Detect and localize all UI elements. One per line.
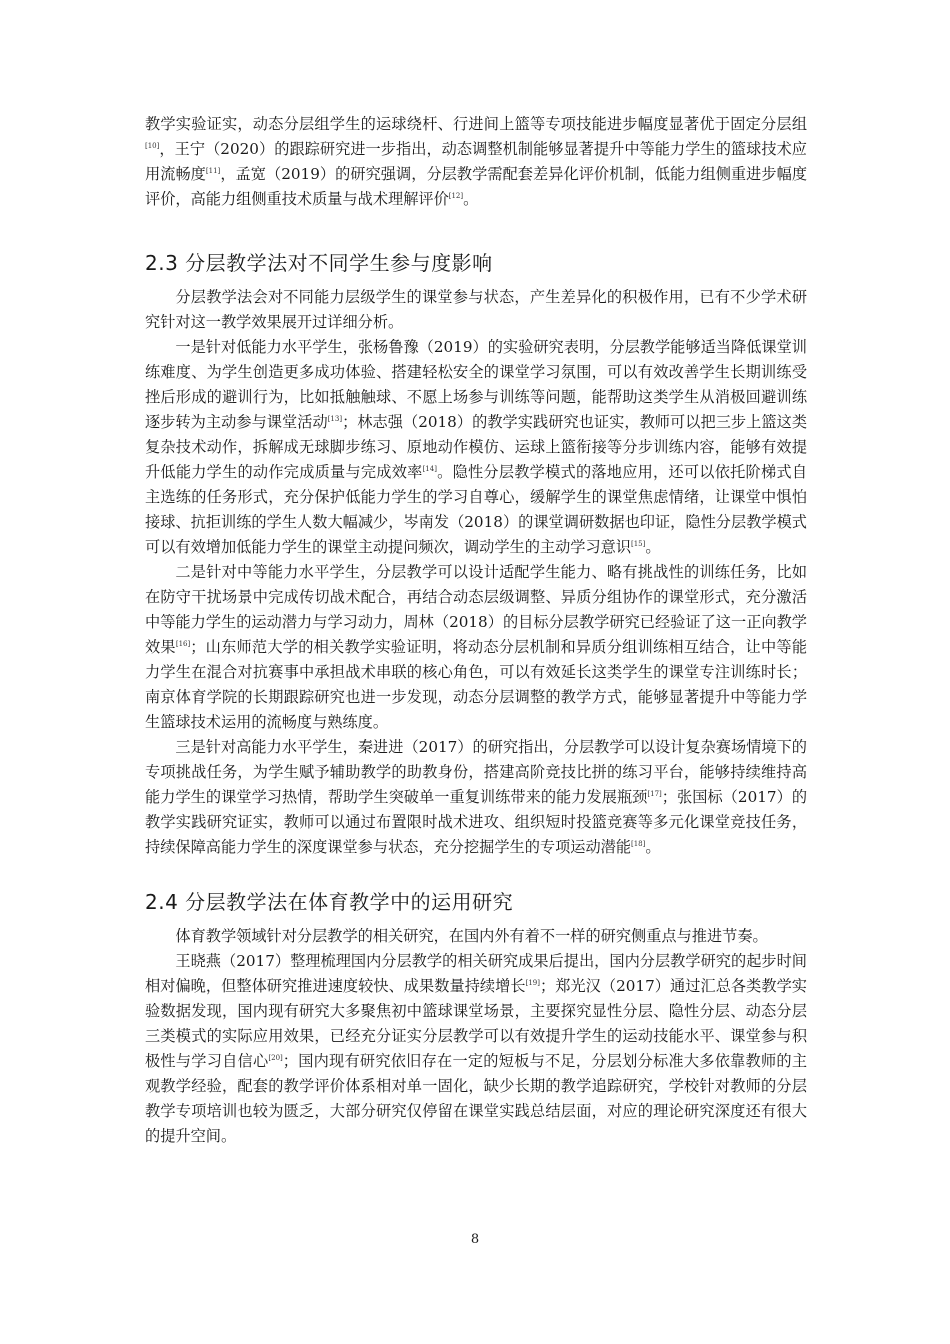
paragraph-2-4-2	[145, 949, 807, 1149]
paragraph-text: ；国内现有研究依旧存在一定的短板与不足，分层划分标准大多依靠教师的主观教学经验，配套的教学评价体系相对单一固化，缺少长期的教学追踪研究，学校针对教师的分层教学专项培训也较为匮乏，大部分研究仅停留在课堂实践总结层面，对应的理论研究深度还有很大的提升空间。	[145, 1052, 808, 1145]
citation-ref: [18]	[631, 839, 646, 848]
intro-text-3: ，孟宽（2019）的研究强调，分层教学需配套差异化评价机制，低能力组侧重进步幅度评价，高能力组侧重技术质量与战术理解评价	[145, 165, 808, 208]
paragraph-text: 二是针对中等能力水平学生，分层教学可以设计适配学生能力、略有挑战性的训练任务，比如在防守干扰场景中完成传切战术配合，再结合动态层级调整、异质分组协作的课堂形式，充分激活中等能力学生的运动潜力与学习动力，周林（2018）的目标分层教学研究已经验证了这一正向教学效果	[145, 563, 807, 656]
paragraph-2-3-3	[145, 560, 807, 735]
paragraph-text: 。	[645, 838, 661, 856]
intro-text-4: 。	[463, 190, 479, 208]
page-content	[145, 112, 807, 1149]
citation-ref: [17]	[647, 789, 662, 798]
citation-ref: [11]	[205, 166, 221, 175]
citation-ref: [16]	[175, 639, 191, 648]
paragraph-2-3-4	[145, 735, 807, 860]
paragraph-text: 三是针对高能力水平学生，秦进进（2017）的研究指出，分层教学可以设计复杂赛场情境下的专项挑战任务，为学生赋予辅助教学的助教身份，搭建高阶竞技比拼的练习平台，能够持续维持高能力学生的课堂学习热情，帮助学生突破单一重复训练带来的能力发展瓶颈	[145, 738, 807, 806]
paragraph-text: 王晓燕（2017）整理梳理国内分层教学的相关研究成果后提出，国内分层教学研究的起步时间相对偏晚，但整体研究推进速度较快、成果数量持续增长	[145, 952, 807, 995]
paragraph-text: 。隐性分层教学模式的落地应用，还可以依托阶梯式自主选练的任务形式，充分保护低能力学生的学习自尊心，缓解学生的课堂焦虑情绪，让课堂中惧怕接球、抗拒训练的学生人数大幅减少，岑南发（2018）的课堂调研数据也印证，隐性分层教学模式可以有效增加低能力学生的课堂主动提问频次，调动学生的主动学习意识	[145, 463, 808, 556]
citation-ref: [15]	[631, 539, 646, 548]
paragraph-2-3-1: 分层教学法会对不同能力层级学生的课堂参与状态，产生差异化的积极作用，已有不少学术研究针对这一教学效果展开过详细分析。	[145, 288, 807, 331]
paragraph-text: 一是针对低能力水平学生，张杨鲁豫（2019）的实验研究表明，分层教学能够适当降低课堂训练难度、为学生创造更多成功体验、搭建轻松安全的课堂学习氛围，可以有效改善学生长期训练受挫后形成的避训行为，比如抵触触球、不愿上场参与训练等问题，能帮助这类学生从消极回避训练逐步转为主动参与课堂活动	[145, 338, 807, 431]
citation-ref: [19]	[525, 978, 540, 987]
paragraph-text: 。	[645, 538, 661, 556]
intro-text-2: ，王宁（2020）的跟踪研究进一步指出，动态调整机制能够显著提升中等能力学生的篮球技术应用流畅度	[145, 140, 807, 183]
paragraph-text: ；郑光汉（2017）通过汇总各类教学实验数据发现，国内现有研究大多聚焦初中篮球课堂场景，主要探究显性分层、隐性分层、动态分层三类模式的实际应用效果，已经充分证实分层教学可以有效提升学生的运动技能水平、课堂参与积极性与学习自信心	[145, 977, 807, 1070]
citation-ref: [12]	[448, 191, 464, 200]
intro-text-1: 教学实验证实，动态分层组学生的运球绕杆、行进间上篮等专项技能进步幅度显著优于固定分层组	[145, 115, 807, 133]
citation-ref: [13]	[327, 414, 343, 423]
citation-ref: [10]	[145, 141, 160, 150]
citation-ref: [20]	[268, 1053, 283, 1062]
paragraph-text: ；林志强（2018）的教学实践研究也证实，教师可以把三步上篮这类复杂技术动作，拆解成无球脚步练习、原地动作模仿、运球上篮衔接等分步训练内容，能够有效提升低能力学生的动作完成质量与完成效率	[145, 413, 808, 481]
paragraph-text: ；山东师范大学的相关教学实验证明，将动态分层机制和异质分组训练相互结合，让中等能力学生在混合对抗赛事中承担战术串联的核心角色，可以有效延长这类学生的课堂专注训练时长；南京体育学院的长期跟踪研究也进一步发现，动态分层调整的教学方式，能够显著提升中等能力学生篮球技术运用的流畅度与熟练度。	[145, 638, 808, 731]
section-heading-2-4: 2.4 分层教学法在体育教学中的运用研究	[145, 890, 514, 914]
paragraph-text: ；张国标（2017）的教学实践研究证实，教师可以通过布置限时战术进攻、组织短时投篮竞赛等多元化课堂竞技任务，持续保障高能力学生的深度课堂参与状态，充分挖掘学生的专项运动潜能	[145, 788, 808, 856]
intro-paragraph	[145, 112, 807, 212]
paragraph-2-4-1: 体育教学领域针对分层教学的相关研究，在国内外有着不一样的研究侧重点与推进节奏。	[175, 927, 768, 945]
paragraph-2-3-2	[145, 335, 807, 560]
page-number: 8	[470, 1232, 480, 1247]
citation-ref: [14]	[422, 464, 437, 473]
section-heading-2-3: 2.3 分层教学法对不同学生参与度影响	[145, 251, 493, 275]
